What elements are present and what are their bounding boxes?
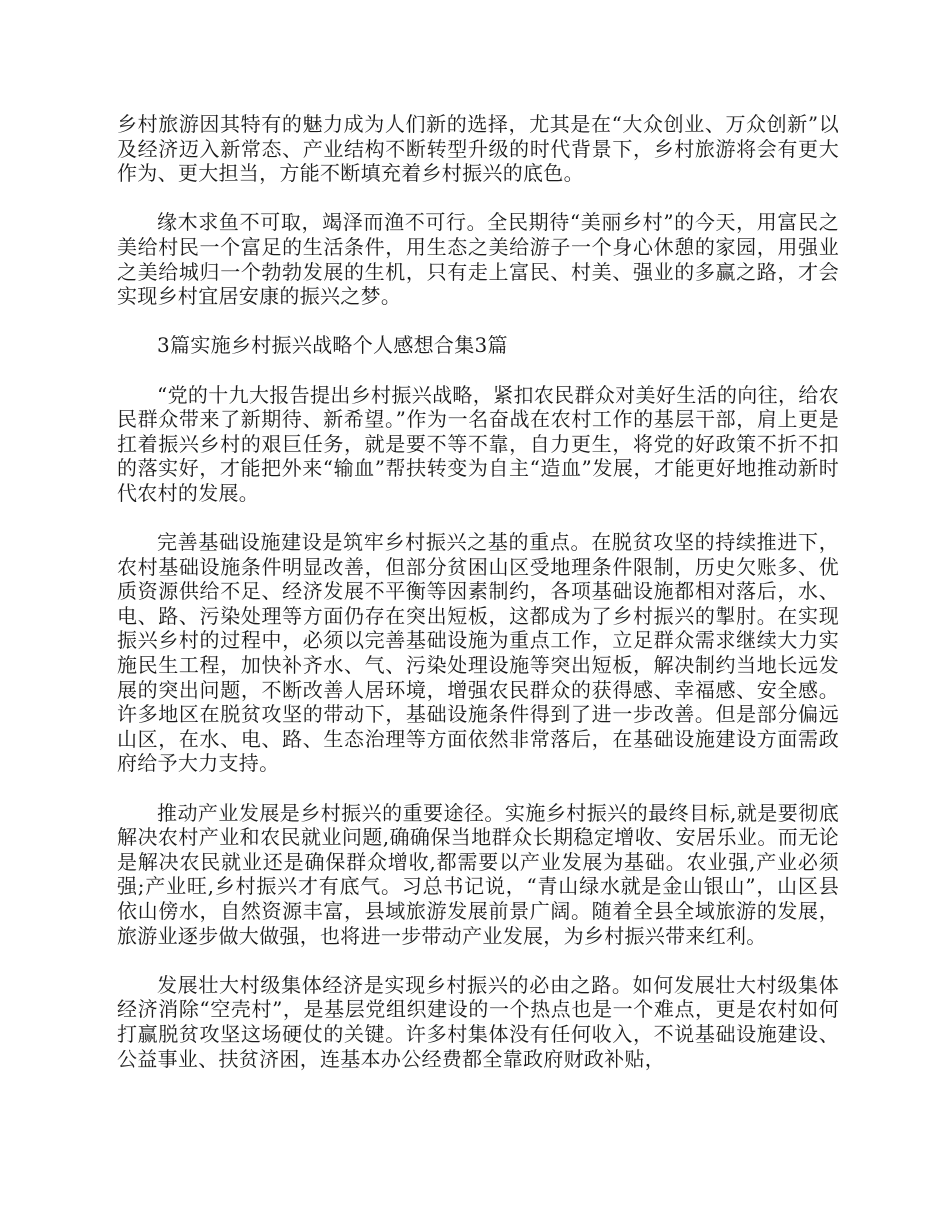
section-heading: 3篇实施乡村振兴战略个人感想合集3篇 <box>157 333 508 358</box>
document-body <box>117 112 839 1096</box>
paragraph-collective-economy: 发展壮大村级集体经济是实现乡村振兴的必由之路。如何发展壮大村级集体经济消除“空壳村”，是基层党组织建设的一个热点也是一个难点，更是农村如何打赢脱贫攻坚这场硬仗的关键。许多村集体没有任何收入，不说基础设施建设、公益事业、扶贫济困，连基本办公经费都全靠政府财政补贴， <box>117 972 839 1071</box>
paragraph-party-report: “党的十九大报告提出乡村振兴战略，紧扣农民群众对美好生活的向往，给农民群众带来了新期待、新希望。”作为一名奋战在农村工作的基层干部，肩上更是扛着振兴乡村的艰巨任务，就是要不等不靠，自力更生，将党的好政策不折不扣的落实好，才能把外来“输血”帮扶转变为自主“造血”发展，才能更好地推动新时代农村的发展。 <box>117 382 839 505</box>
paragraph-beautiful-village: 缘木求鱼不可取，竭泽而渔不可行。全民期待“美丽乡村”的今天，用富民之美给村民一个富足的生活条件，用生态之美给游子一个身心休憩的家园，用强业之美给城归一个勃勃发展的生机，只有走上富民、村美、强业的多赢之路，才会实现乡村宜居安康的振兴之梦。 <box>117 210 839 309</box>
paragraph-rural-tourism: 乡村旅游因其特有的魅力成为人们新的选择，尤其是在“大众创业、万众创新”以及经济迈入新常态、产业结构不断转型升级的时代背景下，乡村旅游将会有更大作为、更大担当，方能不断填充着乡村振兴的底色。 <box>117 112 839 186</box>
paragraph-infrastructure: 完善基础设施建设是筑牢乡村振兴之基的重点。在脱贫攻坚的持续推进下，农村基础设施条件明显改善，但部分贫困山区受地理条件限制，历史欠账多、优质资源供给不足、经济发展不平衡等因素制约，各项基础设施都相对落后，水、电、路、污染处理等方面仍存在突出短板，这都成为了乡村振兴的掣肘。在实现振兴乡村的过程中，必须以完善基础设施为重点工作，立足群众需求继续大力实施民生工程，加快补齐水、气、污染处理设施等突出短板，解决制约当地长远发展的突出问题，不断改善人居环境，增强农民群众的获得感、幸福感、安全感。许多地区在脱贫攻坚的带动下，基础设施条件得到了进一步改善。但是部分偏远山区，在水、电、路、生态治理等方面依然非常落后，在基础设施建设方面需政府给予大力支持。 <box>117 530 839 776</box>
paragraph-industry: 推动产业发展是乡村振兴的重要途径。实施乡村振兴的最终目标,就是要彻底解决农村产业和农民就业问题,确确保当地群众长期稳定增收、安居乐业。而无论是解决农民就业还是确保群众增收,都需要以产业发展为基础。农业强,产业必须强;产业旺,乡村振兴才有底气。习总书记说，“青山绿水就是金山银山”，山区县依山傍水，自然资源丰富，县域旅游发展前景广阔。随着全县全域旅游的发展，旅游业逐步做大做强，也将进一步带动产业发展，为乡村振兴带来红利。 <box>117 800 839 948</box>
